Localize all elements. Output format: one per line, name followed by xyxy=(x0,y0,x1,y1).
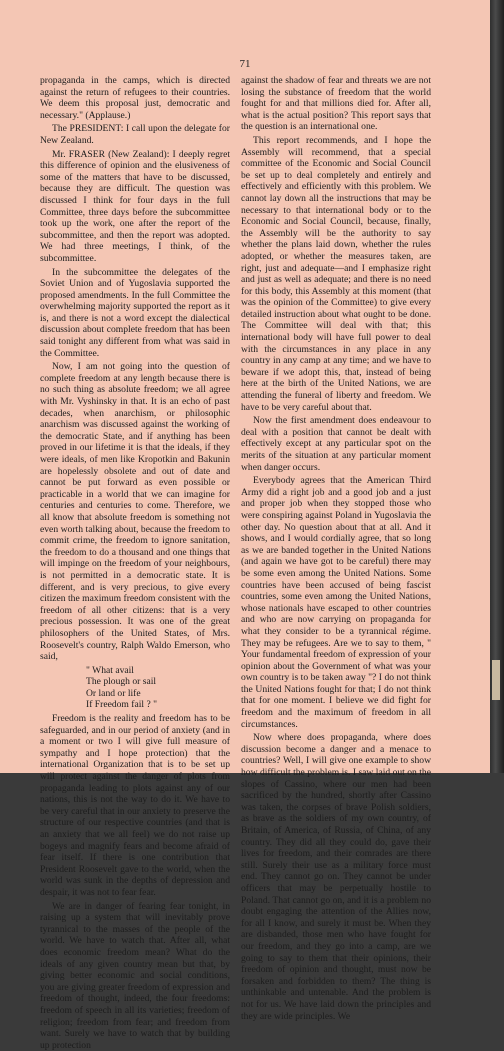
verse-line: Or land or life xyxy=(86,687,141,699)
verse-line: The plough or sail xyxy=(86,676,157,688)
paragraph: against the shadow of fear and threats we are not losing the substance of freedom that the world fought for and that millions died for. After all, what is the actual position? This report says that the question is an international one. xyxy=(241,75,431,133)
paragraph: propaganda in the camps, which is directed against the return of refugees to their countries. We deem this proposal just, democratic and necessary." (Applause.) xyxy=(40,75,230,121)
paragraph: The PRESIDENT: I call upon the delegate for New Zealand. xyxy=(40,123,230,146)
paragraph: This report recommends, and I hope the Assembly will recommend, that a special committee of the Economic and Social Council be set up to deal completely and entirely and effectively and efficiently with this problem. We cannot lay down all the instructions that may be necessary to that international body or to the Economic and Social Council, because, finally, the Assembly will be the authority to say whether the plans laid down, whether the rules adopted, or whether the measures taken, are right, just and adequate—and I emphasize right and just as well as adequate; and there is no need for this body, this Assembly at this moment (that was the opinion of the Committee) to give every detailed instruction about what ought to be done. The Committee will deal with that; this international body will have full power to deal with the circumstances in any place in any country in any camp at any time; and we have to beware if we adopt this, that, instead of being here at the birth of the United Nations, we are attending the funeral of liberty and freedom. We have to be very careful about that. xyxy=(241,134,431,413)
verse-line: " What avail xyxy=(86,664,134,676)
paragraph: Now where does propaganda, where does discussion become a danger and a menace to countries? Well, I will give one example to show how difficult the problem is. I saw laid out on the slopes of Cassino, where our men had been sacrificed by the hundred, shortly after Cassino was taken, the corpses of brave Polish soldiers, as brave as the soldiers of my own country, of Britain, of America, of Russia, of China, of any country. They did all they could do, gave their lives for freedom, and their comrades are there still. Surely their use as a military force must end. They cannot go on. They cannot be under officers that may be perpetually hostile to Poland. That cannot go on, and it is a problem no doubt engaging the attention of the Allies now, for all I know, and surely it must be. When they are disbanded, those men who have fought for our freedom, and they go into a camp, are we going to say to them that their opinions, their freedom of opinion and thought, must now be forsaken and forbidden to them? The thing is unthinkable and untenable. And the problem is not for us. We have laid down the principles and they are wide principles. We xyxy=(241,732,431,1022)
book-binding-edge xyxy=(490,0,504,773)
paragraph: We are in danger of fearing fear tonight, in raising up a system that will inevitably prove tyrannical to the masses of the people of the world. We have to watch that. After all, what does economic freedom mean? What do the ideals of any given country mean but that, by giving better economic and social conditions, you are giving greater freedom of expression and freedom of thought, indeed, the four freedoms: freedom of speech in all its varieties; freedom of religion; freedom from fear; and freedom from want. Surely we have to watch that by building up protection xyxy=(40,900,230,1051)
paragraph: Freedom is the reality and freedom has to be safeguarded, and in our period of anxiety (and in a moment or two I will give full measure of sympathy and I hope protection) that the international Organization that is to be set up will protect against the danger of plots from propaganda leading to plots against any of our nations, this is not the way to do it. We have to be very careful that in our anxiety to preserve the structure of our respective countries (and that is an anxiety that we all feel) we do not raise up bogeys and magnify fears and become afraid of fear itself. If there is one contribution that President Roosevelt gave to the world, when the world was sunk in the depths of depression and despair, it was not to fear fear. xyxy=(40,713,230,898)
paragraph: Now the first amendment does endeavour to deal with a position that cannot be dealt with effectively except at any particular spot on the merits of the situation at any particular moment when danger occurs. xyxy=(241,415,431,473)
right-column xyxy=(241,75,431,1022)
verse-quote xyxy=(86,665,230,711)
verse-line: If Freedom fail ? " xyxy=(86,699,158,711)
left-column xyxy=(40,75,230,1051)
paragraph: Now, I am not going into the question of complete freedom at any length because there is no such thing as absolute freedom; we all agree with Mr. Vyshinsky in that. It is an echo of past decades, when anarchism, or philosophic anarchism was discussed against the working of the democratic State, and if anything has been proved in our lifetime it is that the ideals, if they were ideals, of men like Kropotkin and Bakunin are hopelessly obsolete and out of date and cannot be put forward as even possible or practicable in a world that we can imagine for centuries and centuries to come. Therefore, we all know that absolute freedom is something not even worth talking about, because the freedom to commit crime, the freedom to ignore sanitation, the freedom to do a thousand and one things that will impinge on the freedom of your neighbours, is not permitted in a democratic state. It is different, and is very precious, to give every citizen the maximum freedom consistent with the freedom of all other citizens: that is a very precious possession. It was one of the great philosophers of the United States, of Mrs. Roosevelt's country, Ralph Waldo Emerson, who said, xyxy=(40,361,230,663)
paragraph: Everybody agrees that the American Third Army did a right job and a good job and a just and proper job when they stopped those who were conspiring against Poland in Yugoslavia the other day. No question about that at all. And it shows, and I would cordially agree, that so long as we are banded together in the United Nations (and again we have got to be careful) there may be some even among the United Nations. Some countries have been accused of being fascist countries, some even among the United Nations, whose nationals have escaped to other countries and who are now carrying on propaganda for what they consider to be a tyrannical régime. They may be refugees. Are we to say to them, " Your fundamental freedom of expression of your opinion about the Government of what was your own country is to be taken away "? I do not think the United Nations fought for that; I do not think that for one moment. I believe we did fight for freedom and the maximum of freedom in all circumstances. xyxy=(241,475,431,730)
paragraph: Mr. FRASER (New Zealand): I deeply regret this difference of opinion and the elusiveness of some of the matters that have to be discussed, because they are difficult. The question was discussed I think for four days in the full Committee, three days before the subcommittee took up the work, one after the report of the subcommittee, and then the report was adopted. We had three meetings, I think, of the subcommittee. xyxy=(40,148,230,264)
page-number: 71 xyxy=(239,58,251,70)
paragraph: In the subcommittee the delegates of the Soviet Union and of Yugoslavia supported the proposed amendments. In the full Committee the overwhelming majority supported the report as it is, and there is not a word except the dialectical discussion about complete freedom that has been said tonight any different from what was said in the Committee. xyxy=(40,266,230,359)
binding-tab xyxy=(492,660,500,700)
